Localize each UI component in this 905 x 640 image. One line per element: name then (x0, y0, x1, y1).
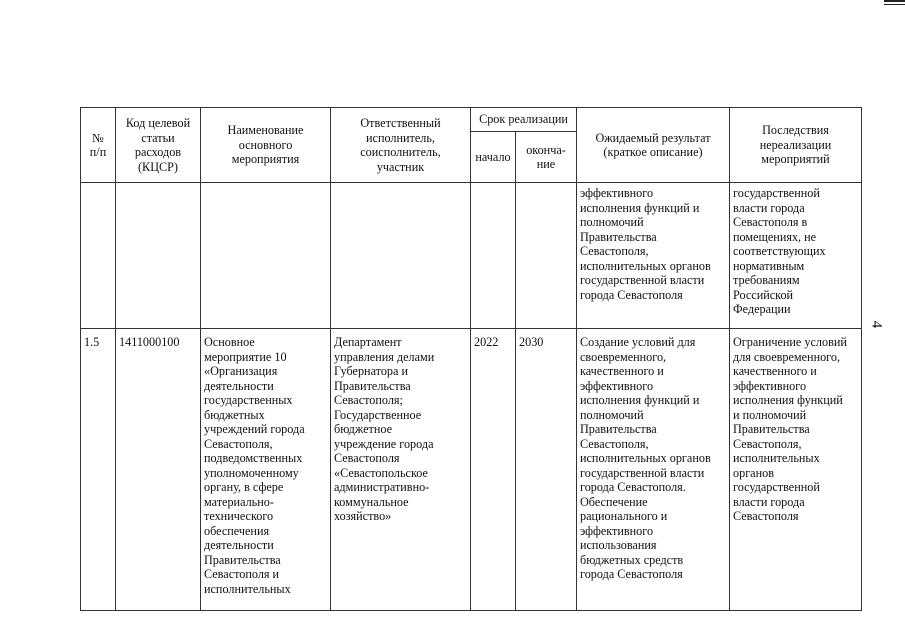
row1-responsible: Департамент управления делами Губернатора и Правительства Севастополя; Государственное бюджетное учреждение города Севастополя «Севастопольское административно- коммунальное хозяйство» (334, 335, 435, 523)
row0-name (202, 186, 330, 328)
row0-responsible (332, 186, 470, 328)
table-rule (330, 107, 331, 611)
table-rule (470, 107, 471, 611)
page-number: 4 (868, 320, 885, 329)
row1-end: 2030 (519, 335, 544, 349)
row0-code (117, 186, 200, 328)
row1-result: Создание условий для своевременного, качественного и эффективного исполнения функций и полномочий Правительства Севастополя, исполнительных органов государственной власти города Севастополя. Обеспечение рационального и эффективного использования бюджетных средств города Севастополя (580, 335, 711, 581)
row1-num: 1.5 (84, 335, 100, 349)
row0-result: эффективного исполнения функций и полномочий Правительства Севастополя, исполнительных органов государственной власти города Севастополя (580, 186, 711, 302)
header-term: Срок реализации (479, 112, 568, 127)
row0-start (472, 186, 515, 328)
row1-code: 1411000100 (119, 335, 180, 349)
header-name: Наименование основного мероприятия (227, 123, 304, 167)
header-start: начало (475, 149, 511, 164)
row0-consequences: государственной власти города Севастополя в помещениях, не соответствующих нормативным требованиям Российской Федерации (733, 186, 826, 316)
table-rule (729, 107, 730, 611)
table-rule (576, 107, 577, 611)
table-rule (515, 131, 516, 611)
header-code: Код целевой статьи расходов (КЦСР) (125, 116, 191, 174)
table-rule (861, 107, 862, 611)
header-num: № п/п (89, 130, 107, 159)
row1-start: 2022 (474, 335, 499, 349)
row0-num (82, 186, 115, 328)
header-consequences: Последствия нереализации мероприятий (759, 123, 832, 167)
table-rule (80, 107, 81, 611)
table-rule (200, 107, 201, 611)
header-result: Ожидаемый результат (краткое описание) (595, 130, 711, 159)
row1-name: Основное мероприятие 10 «Организация деятельности государственных бюджетных учреждений города Севастополя, подведомственных уполномоченному органу, в сфере материально- технического обеспечения деятельности Правительства Севастополя и исполнительных (204, 335, 305, 596)
header-responsible: Ответственный исполнитель, соисполнитель, участник (360, 116, 441, 174)
row1-consequences: Ограничение условий для своевременного, качественного и эффективного исполнения функций и полномочий Правительства Севастополя, исполнительных органов государственной власти города Севастополя (733, 335, 847, 523)
header-end: оконча- ние (526, 142, 566, 171)
row0-end (517, 186, 576, 328)
table-rule (115, 107, 116, 611)
